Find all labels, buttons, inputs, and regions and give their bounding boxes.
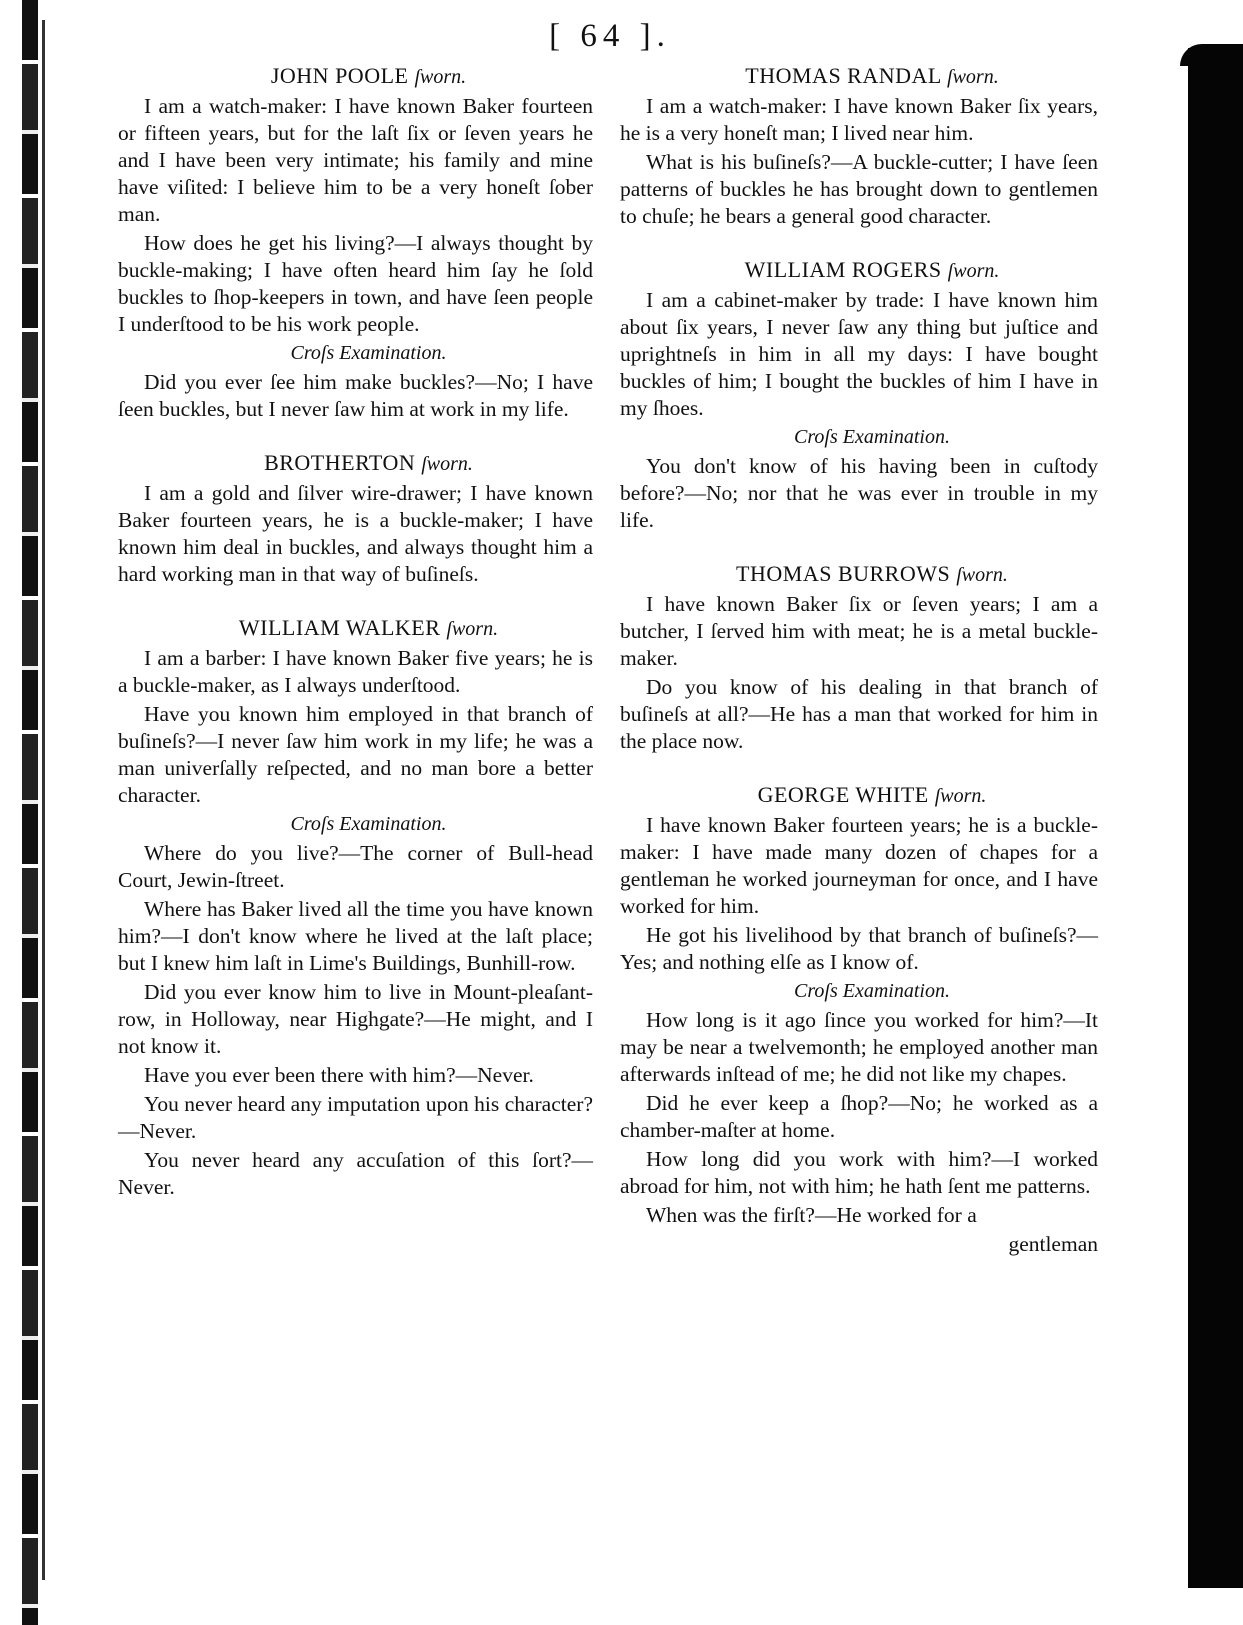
witness-name: BROTHERTON — [264, 450, 416, 475]
cross-examination-heading: Croſs Examination. — [290, 813, 447, 835]
testimony-paragraph: I am a watch-maker: I have known Baker ſix years, he is a very honeſt man; I lived near him. — [620, 94, 1098, 145]
sworn-label: ſworn. — [934, 785, 987, 807]
testimony-paragraph: I am a cabinet-maker by trade: I have known him about ſix years, I never ſaw any thing but juſtice and uprightneſs in him in all my days: I have bought buckles of him; I bought the buckles of him I have in my ſhoes. — [620, 288, 1098, 420]
witness-name: GEORGE WHITE — [757, 782, 929, 807]
testimony-paragraph: How does he get his living?—I always thought by buckle-making; I have often heard him ſay he ſold buckles to ſhop-keepers in town, and have ſeen people I underſtood to be his work people. — [118, 231, 593, 336]
testimony-paragraph: He got his livelihood by that branch of buſineſs?—Yes; and nothing elſe as I know of. — [620, 923, 1098, 974]
testimony-paragraph: I have known Baker fourteen years; he is a buckle-maker: I have made many dozen of chapes for a gentleman he worked journeyman for once, and I have worked for him. — [620, 813, 1098, 918]
sworn-label: ſworn. — [956, 564, 1008, 586]
page-binding-left — [22, 0, 38, 1625]
sworn-label: ſworn. — [947, 66, 999, 88]
testimony-paragraph: How long did you work with him?—I worked abroad for him, not with him; he hath ſent me patterns. — [620, 1147, 1098, 1198]
testimony-paragraph: Did you ever know him to live in Mount-pleaſant-row, in Holloway, near Highgate?—He might, and I not know it. — [118, 980, 593, 1058]
testimony-paragraph: I am a barber: I have known Baker five years; he is a buckle-maker, as I always underſtood. — [118, 646, 593, 697]
testimony-paragraph: Have you ever been there with him?—Never. — [144, 1063, 534, 1087]
witness-name: JOHN POOLE — [270, 63, 409, 88]
witness-name: WILLIAM ROGERS — [744, 257, 942, 282]
witness-name: WILLIAM WALKER — [238, 615, 441, 640]
testimony-paragraph: Do you know of his dealing in that branch of buſineſs at all?—He has a man that worked for him in the place now. — [620, 675, 1098, 753]
sworn-label: ſworn. — [446, 618, 499, 640]
witness-heading-burrows — [620, 560, 1098, 589]
witness-heading-poole — [118, 62, 593, 91]
cross-examination-heading: Croſs Examination. — [794, 980, 950, 1002]
witness-name: THOMAS BURROWS — [736, 561, 951, 586]
testimony-paragraph: I have known Baker ſix or ſeven years; I am a butcher, I ſerved him with meat; he is a metal buckle-maker. — [620, 592, 1098, 670]
left-column — [118, 62, 593, 1203]
right-column — [620, 62, 1098, 1260]
sworn-label: ſworn. — [421, 453, 473, 475]
page-binding-rule — [42, 20, 45, 1580]
testimony-paragraph: You never heard any imputation upon his character?—Never. — [118, 1092, 593, 1143]
catchword: gentleman — [1008, 1232, 1098, 1256]
testimony-paragraph: Did he ever keep a ſhop?—No; he worked as a chamber-maſter at home. — [620, 1091, 1098, 1142]
testimony-paragraph: I am a gold and ſilver wire-drawer; I have known Baker fourteen years, he is a buckle-maker; I have known him deal in buckles, and always thought him a hard working man in that way of buſineſs. — [118, 481, 593, 586]
cross-examination-heading: Croſs Examination. — [794, 426, 950, 448]
testimony-paragraph: Did you ever ſee him make buckles?—No; I have ſeen buckles, but I never ſaw him at work in my life. — [118, 370, 593, 421]
sworn-label: ſworn. — [414, 66, 467, 88]
testimony-paragraph: I am a watch-maker: I have known Baker fourteen or fifteen years, but for the laſt ſix or ſeven years he and I have been very intimate; his family and mine have viſited: I believe him to be a very honeſt ſober man. — [118, 94, 593, 226]
witness-heading-walker — [118, 614, 593, 643]
page-number: [ 64 ]. — [549, 18, 671, 54]
testimony-paragraph: How long is it ago ſince you worked for him?—It may be near a twelvemonth; he employed another man afterwards inſtead of me; he did not like my chapes. — [620, 1008, 1098, 1086]
cross-examination-heading: Croſs Examination. — [290, 342, 447, 364]
sworn-label: ſworn. — [947, 260, 1000, 282]
testimony-paragraph: You don't know of his having been in cuſtody before?—No; nor that he was ever in trouble in my life. — [620, 454, 1098, 532]
testimony-paragraph: Where has Baker lived all the time you have known him?—I don't know where he lived at the laſt place; but I knew him laſt in Lime's Buildings, Bunhill-row. — [118, 897, 593, 975]
witness-heading-randal — [620, 62, 1098, 91]
witness-heading-white — [620, 781, 1098, 810]
testimony-paragraph: Where do you live?—The corner of Bull-head Court, Jewin-ſtreet. — [118, 841, 593, 892]
witness-heading-rogers — [620, 256, 1098, 285]
testimony-paragraph: What is his buſineſs?—A buckle-cutter; I have ſeen patterns of buckles he has brought down to gentlemen to chuſe; he bears a general good character. — [620, 150, 1098, 228]
testimony-paragraph: Have you known him employed in that branch of buſineſs?—I never ſaw him work in my life; he was a man univerſally reſpected, and no man bore a better character. — [118, 702, 593, 807]
testimony-paragraph: When was the firſt?—He worked for a — [646, 1203, 977, 1227]
testimony-paragraph: You never heard any accuſation of this ſort?—Never. — [118, 1148, 593, 1199]
witness-name: THOMAS RANDAL — [745, 63, 942, 88]
witness-heading-brotherton — [118, 449, 593, 478]
page-edge-shadow — [1188, 48, 1243, 1588]
